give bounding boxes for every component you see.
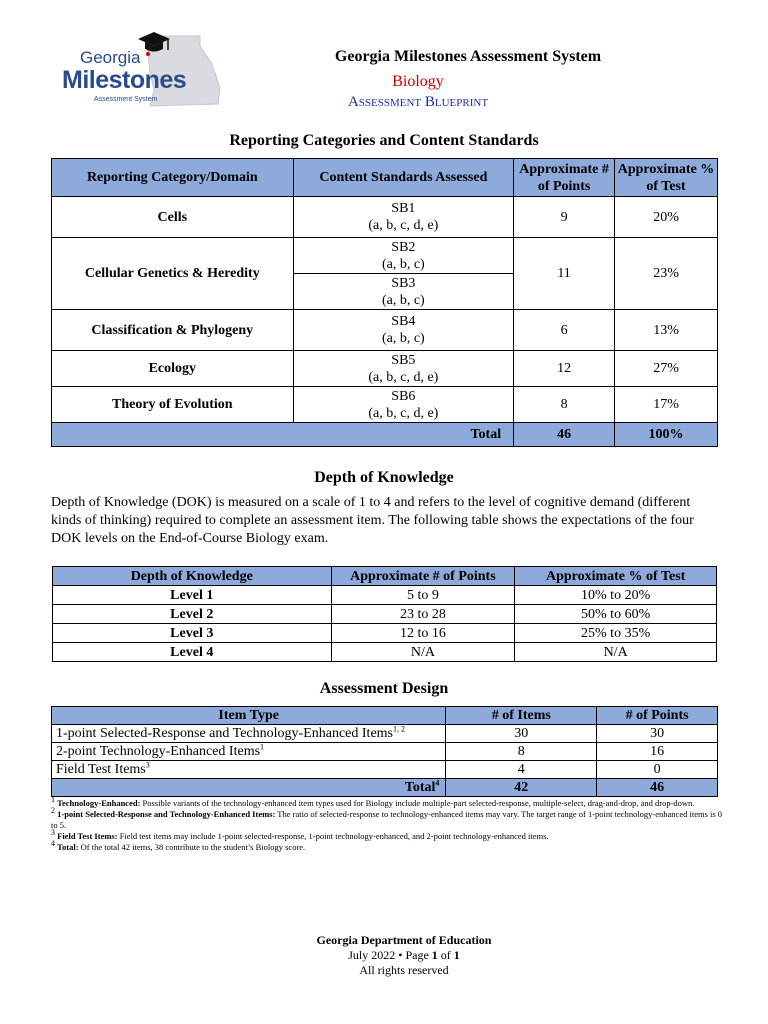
points-cell: 0 [597,761,718,779]
dok-table [52,566,717,662]
footnote-number: 3 [51,828,55,838]
footnote-ref: 1, 2 [393,723,405,733]
footer-of: of [437,948,454,962]
footer-page-number: 1 [431,948,438,962]
standards-cell [293,238,514,274]
footnote-number: 4 [51,839,55,849]
section-dok-title: Depth of Knowledge [314,469,454,486]
items-cell: 4 [446,761,597,779]
standard-elements: (a, b, c) [381,292,425,308]
standard-code: SB5 [391,352,416,368]
percent-cell: 17% [615,387,718,423]
dok-level: Level 2 [53,605,332,624]
points-cell: 8 [514,387,615,423]
table-row [52,238,718,274]
dok-description: Depth of Knowledge (DOK) is measured on a scale of 1 to 4 and refers to the level of cognitive demand (different kinds of thinking) required to complete an assessment item. The following table shows the expectations of the four DOK levels on the End-of-Course Biology exam. [51,495,694,546]
standard-code: SB3 [391,275,416,291]
footnote-text: The ratio of selected-response to technology-enhanced items may vary. The target range of 1-point technology-enhanced items is 0 to 5. [51,809,723,830]
header-cell: # of Items [446,707,597,725]
assessment-design-table [51,706,718,797]
standards-cell [293,310,514,351]
logo-line-1: Georgia [80,48,141,67]
items-cell: 8 [446,743,597,761]
item-type-cell [52,743,446,761]
total-label: Total [404,779,436,795]
total-points: 46 [514,423,615,447]
table-row [52,310,718,351]
footnote-ref: 4 [435,777,440,787]
footnote-number: 2 [51,806,55,816]
total-percent: 100% [615,423,718,447]
dok-percent: N/A [515,643,717,662]
item-type: 2-point Technology-Enhanced Items [56,743,261,759]
document-title: Georgia Milestones Assessment System [334,48,602,65]
dok-points: 5 to 9 [331,586,515,605]
category-cell: Theory of Evolution [52,387,294,423]
item-type: Field Test Items [56,761,146,777]
footnote-text: Possible variants of the technology-enhanced item types used for Biology include multiple-part selected-response, multiple-select, drag-and-drop, and drop-down. [142,798,695,808]
table-row [53,605,717,624]
standard-code: SB2 [391,239,416,255]
footnote-ref: 1 [260,741,265,751]
header-cell: Content Standards Assessed [293,159,514,197]
table-header-row [52,159,718,197]
standard-elements: (a, b, c, d, e) [368,218,439,233]
points-cell: 6 [514,310,615,351]
item-type-cell [52,761,446,779]
standard-elements: (a, b, c, d, e) [368,369,439,385]
standards-cell [293,274,514,310]
standard-elements: (a, b, c) [381,256,425,272]
footnote [51,828,723,842]
standards-cell [293,351,514,387]
header-cell: Approximate % of Test [515,567,717,586]
table-row [53,586,717,605]
dok-points: N/A [331,643,515,662]
table-row [53,643,717,662]
total-items: 42 [446,779,597,797]
section-reporting-categories-title: Reporting Categories and Content Standards [229,132,539,149]
header-cell: # of Points [597,707,718,725]
footer-page-total: 1 [453,948,460,962]
dok-points: 23 to 28 [331,605,515,624]
dok-points: 12 to 16 [331,624,515,643]
table-row [52,387,718,423]
footnote-term: Technology-Enhanced: [57,798,141,808]
footnote [51,806,723,831]
points-cell: 16 [597,743,718,761]
total-row [52,779,718,797]
logo-line-2: Milestones [62,66,187,94]
dok-level: Level 3 [53,624,332,643]
standard-code: SB6 [391,388,416,404]
standard-elements: (a, b, c) [381,331,425,346]
table-row [52,725,718,743]
item-type-cell [52,725,446,743]
dok-level: Level 4 [53,643,332,662]
table-row [52,197,718,238]
table-row [52,761,718,779]
footnotes [51,795,723,853]
subject-title: Biology [392,73,444,90]
standards-cell [293,197,514,238]
dok-percent: 10% to 20% [515,586,717,605]
item-type: 1-point Selected-Response and Technology-Enhanced Items [56,725,393,741]
footnote-term: Total: [57,842,79,852]
footer-page-info [0,948,768,963]
footer-org: Georgia Department of Education [316,933,492,947]
footer-date: July 2022 • Page [348,948,432,962]
table-header-row [53,567,717,586]
points-cell: 30 [597,725,718,743]
footnote-text: Field test items may include 1-point selected-response, 1-point technology-enhanced, and 2-point technology-enhanced items. [119,831,549,841]
total-row [52,423,718,447]
table-header-row [52,707,718,725]
reporting-categories-table [51,158,718,447]
table-row [53,624,717,643]
total-points: 46 [597,779,718,797]
dok-percent: 25% to 35% [515,624,717,643]
footnote-text: Of the total 42 items, 38 contribute to the student’s Biology score. [80,842,306,852]
points-cell: 12 [514,351,615,387]
standard-code: SB1 [391,201,416,216]
percent-cell: 20% [615,197,718,238]
category-cell: Cellular Genetics & Heredity [52,238,294,310]
header-cell: Depth of Knowledge [53,567,332,586]
category-cell: Ecology [52,351,294,387]
footnote-ref: 3 [145,759,150,769]
footer-rights: All rights reserved [359,963,449,977]
footnote [51,795,723,809]
standard-code: SB4 [391,314,416,329]
standards-cell [293,387,514,423]
points-cell: 9 [514,197,615,238]
header-cell: Item Type [52,707,446,725]
doc-type-title: Assessment Blueprint [347,94,489,110]
category-cell: Classification & Phylogeny [52,310,294,351]
total-label: Total [52,423,514,447]
footnote-term: Field Test Items: [57,831,118,841]
dok-level: Level 1 [53,586,332,605]
header-cell: Approximate % of Test [615,159,718,197]
items-cell: 30 [446,725,597,743]
page-footer [0,933,768,978]
header-cell: Approximate # of Points [331,567,515,586]
header-cell: Reporting Category/Domain [52,159,294,197]
table-row [52,743,718,761]
percent-cell: 27% [615,351,718,387]
standard-elements: (a, b, c, d, e) [368,405,439,421]
footnote [51,839,723,853]
header-cell: Approximate # of Points [514,159,615,197]
footnote-term: 1-point Selected-Response and Technology-Enhanced Items: [57,809,276,819]
section-assessment-design-title: Assessment Design [319,680,449,697]
points-cell: 11 [514,238,615,310]
footnote-number: 1 [51,795,55,805]
category-cell: Cells [52,197,294,238]
logo-line-3: Assessment System [94,96,158,103]
table-row [52,351,718,387]
percent-cell: 13% [615,310,718,351]
dok-percent: 50% to 60% [515,605,717,624]
percent-cell: 23% [615,238,718,310]
total-label-cell [52,779,446,797]
